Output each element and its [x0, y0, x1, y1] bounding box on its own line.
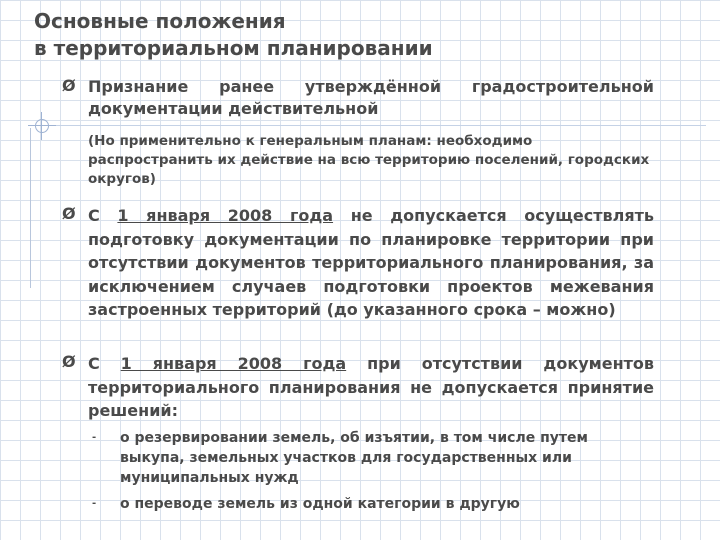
dash-bullet-icon: - — [92, 498, 97, 509]
bullet-text-3 — [88, 352, 654, 423]
decorative-horizontal-line — [56, 125, 706, 126]
sub-item-2 — [92, 494, 652, 514]
dash-bullet-icon: - — [92, 432, 97, 443]
date-underlined: 1 января 2008 года — [120, 354, 347, 373]
title-line-2: в территориальном планировании — [34, 36, 433, 60]
bullet-text-2-body: не допускается осуществлять подготовку документации по планировке территории при отсутствии документов территориального планирования, за исключением случаев подготовки проектов межевания застроенных территорий (до указанного срока – можно) — [88, 206, 655, 319]
bullet-text-1: Признание ранее утверждённой градостроительной документации действительной — [88, 77, 654, 118]
bullet-text-3-prefix: С — [88, 354, 121, 373]
arrow-bullet-icon: Ø — [62, 352, 76, 371]
sub-item-text-2: о переводе земель из одной категории в другую — [120, 496, 520, 512]
bullet-text-2 — [88, 204, 654, 322]
bullet-item-1 — [62, 76, 654, 120]
bullet-item-2 — [62, 204, 654, 322]
arrow-bullet-icon: Ø — [62, 76, 76, 95]
sub-item-text-1: о резервировании земель, об изъятии, в том числе путем выкупа, земельных участков для государственных или муниципальных нужд — [120, 430, 588, 486]
slide-title — [34, 8, 433, 62]
date-underlined: 1 января 2008 года — [117, 206, 334, 225]
bullet-text-3-body: при отсутствии документов территориального планирования не допускается принятие решений: — [88, 354, 655, 420]
decorative-vertical-line — [30, 128, 31, 288]
title-line-1: Основные положения — [34, 9, 286, 33]
bullet-item-3 — [62, 352, 654, 423]
arrow-bullet-icon: Ø — [62, 204, 76, 223]
crosshair-icon — [28, 112, 56, 140]
bullet-note: (Но применительно к генеральным планам: необходимо распространить их действие на всю территорию поселений, городских округов) — [88, 133, 650, 187]
bullet-text-2-prefix: С — [88, 206, 118, 225]
sub-item-1 — [92, 428, 652, 488]
